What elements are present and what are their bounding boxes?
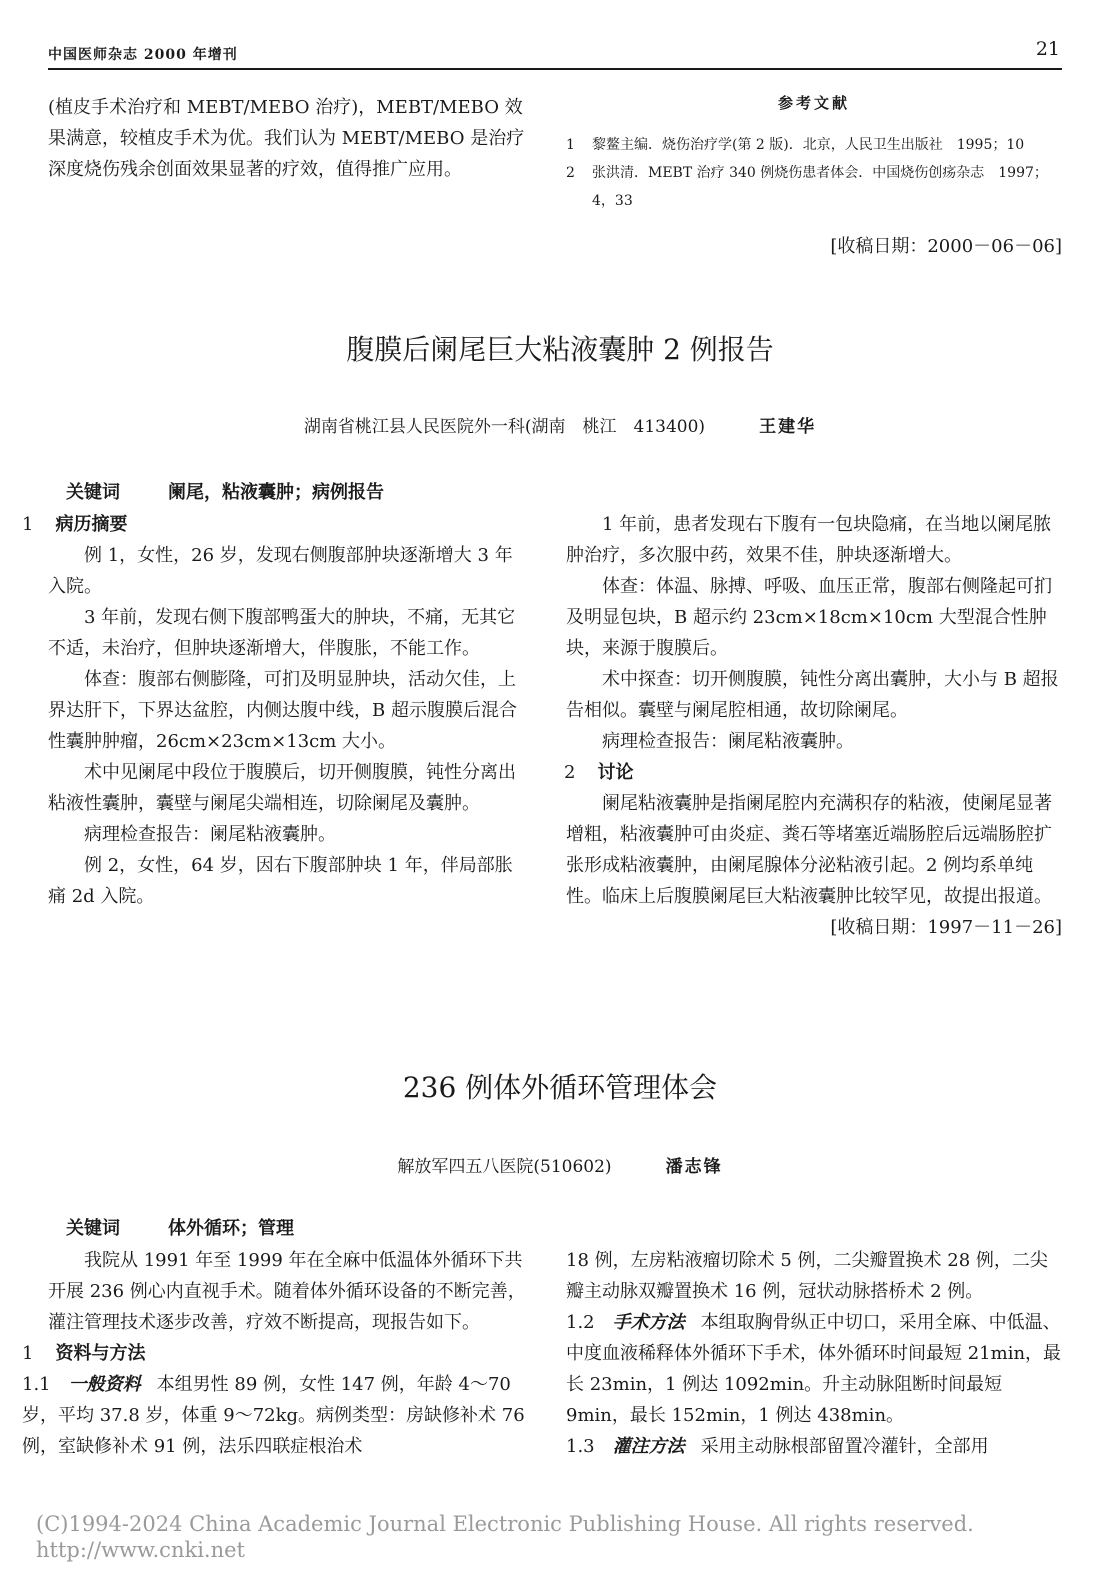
paragraph: 1 年前，患者发现右下腹有一包块隐痛，在当地以阑尾脓肿治疗，多次服中药，效果不佳，肿块逐渐增大。: [566, 514, 1052, 566]
paragraph: 病理检查报告：阑尾粘液囊肿。: [602, 731, 854, 752]
reference-number: 2: [566, 165, 575, 181]
reference-item: [566, 159, 1062, 215]
subsection-1-2: [566, 1307, 1062, 1431]
article1-keywords: [66, 478, 384, 504]
paragraph: 阑尾粘液囊肿是指阑尾腔内充满积存的粘液，使阑尾显著增粗，粘液囊肿可由炎症、粪石等堵塞近端肠腔后远端肠腔扩张形成粘液囊肿，由阑尾腺体分泌粘液引起。2 例均系单纯性。临床上后腹膜阑尾巨大粘液囊肿比较罕见，故提出报道。: [566, 793, 1052, 907]
reference-number: 1: [566, 137, 575, 153]
subsection-1-3: [566, 1431, 1062, 1462]
section-title: 讨论: [597, 762, 634, 783]
references-title: 参考文献: [777, 94, 850, 112]
article2-right-column: [566, 1245, 1062, 1462]
subsection-text: 采用主动脉根部留置冷灌针，全部用: [700, 1436, 989, 1457]
paragraph: 例 1，女性，26 岁，发现右侧腹部肿块逐渐增大 3 年入院。: [48, 545, 513, 597]
paragraph: 术中见阑尾中段位于腹膜后，切开侧腹膜，钝性分离出粘液性囊肿，囊壁与阑尾尖端相连，切除阑尾及囊肿。: [48, 762, 516, 814]
paragraph: 体查：体温、脉搏、呼吸、血压正常，腹部右侧隆起可扪及明显包块，B 超示约 23cm×18cm×10cm 大型混合性肿块，来源于腹膜后。: [566, 576, 1052, 659]
paragraph: 体查：腹部右侧膨隆，可扪及明显肿块，活动欠佳，上界达肝下，下界达盆腔，内侧达腹中线，B 超示腹膜后混合性囊肿肿瘤，26cm×23cm×13cm 大小。: [48, 669, 517, 752]
subsection-text: 本组男性 89 例，女性 147 例，年龄 4～70 岁，平均 37.8 岁，体重 9～72kg。病例类型：房缺修补术 76 例，室缺修补术 91 例，法乐四联症根治术: [22, 1374, 525, 1457]
keywords-label: 关键词: [66, 1218, 120, 1239]
section-number: 1: [22, 1343, 34, 1364]
article2-keywords: [66, 1214, 294, 1240]
paragraph: 病理检查报告：阑尾粘液囊肿。: [84, 824, 336, 845]
article1-byline: [0, 412, 1120, 437]
section-heading: [22, 1338, 528, 1369]
subsection-number: 1.3: [566, 1436, 595, 1457]
section-number: 2: [564, 762, 576, 783]
article1-received-date: [收稿日期：1997－11－26]: [830, 917, 1062, 938]
subsection-number: 1.2: [566, 1312, 595, 1333]
article2-byline: [0, 1152, 1120, 1177]
prev-article-text: (植皮手术治疗和 MEBT/MEBO 治疗)，MEBT/MEBO 效果满意，较植皮手术为优。我们认为 MEBT/MEBO 是治疗深度烧伤残余创面效果显著的疗效，值得推广应用。: [48, 97, 525, 180]
article2-affiliation: 解放军四五八医院(510602): [397, 1157, 612, 1177]
paragraph-continued: 18 例，左房粘液瘤切除术 5 例，二尖瓣置换术 28 例，二尖瓣主动脉双瓣置换术 16 例，冠状动脉搭桥术 2 例。: [566, 1250, 1048, 1302]
subsection-label: 一般资料: [68, 1374, 141, 1395]
article1-affiliation: 湖南省桃江县人民医院外一科(湖南 桃江 413400): [303, 417, 706, 437]
section-title: 资料与方法: [55, 1343, 146, 1364]
reference-item: [566, 131, 1062, 159]
subsection-text: 本组取胸骨纵正中切口，采用全麻、中低温、中度血液稀释体外循环下手术，体外循环时间最短 21min，最长 23min，1 例达 1092min。升主动脉阻断时间最短 9min，最长 152min，1 例达 438min。: [566, 1312, 1062, 1426]
article2-intro-block: [22, 1245, 528, 1338]
keywords-label: 关键词: [66, 482, 120, 503]
keywords-text: 体外循环；管理: [168, 1218, 294, 1239]
article1-title: 腹膜后阑尾巨大粘液囊肿 2 例报告: [346, 333, 774, 366]
paragraph: 3 年前，发现右侧下腹部鸭蛋大的肿块，不痛，无其它不适，未治疗，但肿块逐渐增大，伴腹胀，不能工作。: [48, 607, 516, 659]
reference-text: 张洪清．MEBT 治疗 340 例烧伤患者体会．中国烧伤创疡杂志 1997；4，33: [592, 165, 1048, 209]
references-block: [566, 92, 1062, 215]
subsection-label: 手术方法: [612, 1312, 685, 1333]
paragraph: 例 2，女性，64 岁，因右下腹部肿块 1 年，伴局部胀痛 2d 入院。: [48, 855, 513, 907]
article1-right-column: [566, 509, 1062, 943]
subsection-number: 1.1: [22, 1374, 51, 1395]
section-heading: [564, 757, 1062, 788]
header-rule: [48, 68, 1062, 70]
section-title: 病历摘要: [55, 514, 128, 535]
section-heading: [22, 509, 528, 540]
copyright-footer: (C)1994-2024 China Academic Journal Electronic Publishing House. All rights reserved. http://www.cnki.net: [36, 1512, 1016, 1562]
prev-article-conclusion: [48, 92, 526, 185]
paragraph: 术中探查：切开侧腹膜，钝性分离出囊肿，大小与 B 超报告相似。囊壁与阑尾腔相通，故切除阑尾。: [566, 669, 1059, 721]
article1-left-body: [22, 540, 528, 912]
running-header-journal: 中国医师杂志 2000 年增刊: [48, 47, 238, 63]
subsection-1-1: [22, 1369, 528, 1462]
page-number: 21: [1035, 38, 1060, 60]
prev-received-date: [收稿日期：2000－06－06]: [830, 236, 1062, 257]
article2-left-column: [22, 1245, 528, 1462]
article1-author: 王建华: [759, 417, 817, 437]
article2-author: 潘志锋: [665, 1157, 723, 1177]
reference-text: 黎鳌主编．烧伤治疗学(第 2 版)．北京，人民卫生出版社 1995；10: [592, 137, 1025, 153]
article1-left-column: [22, 509, 528, 912]
keywords-text: 阑尾，粘液囊肿；病例报告: [168, 482, 384, 503]
article2-title: 236 例体外循环管理体会: [402, 1071, 718, 1104]
section-number: 1: [22, 514, 34, 535]
paragraph: 我院从 1991 年至 1999 年在全麻中低温体外循环下共开展 236 例心内直视手术。随着体外循环设备的不断完善，灌注管理技术逐步改善，疗效不断提高，现报告如下。: [48, 1250, 526, 1333]
subsection-label: 灌注方法: [612, 1436, 685, 1457]
